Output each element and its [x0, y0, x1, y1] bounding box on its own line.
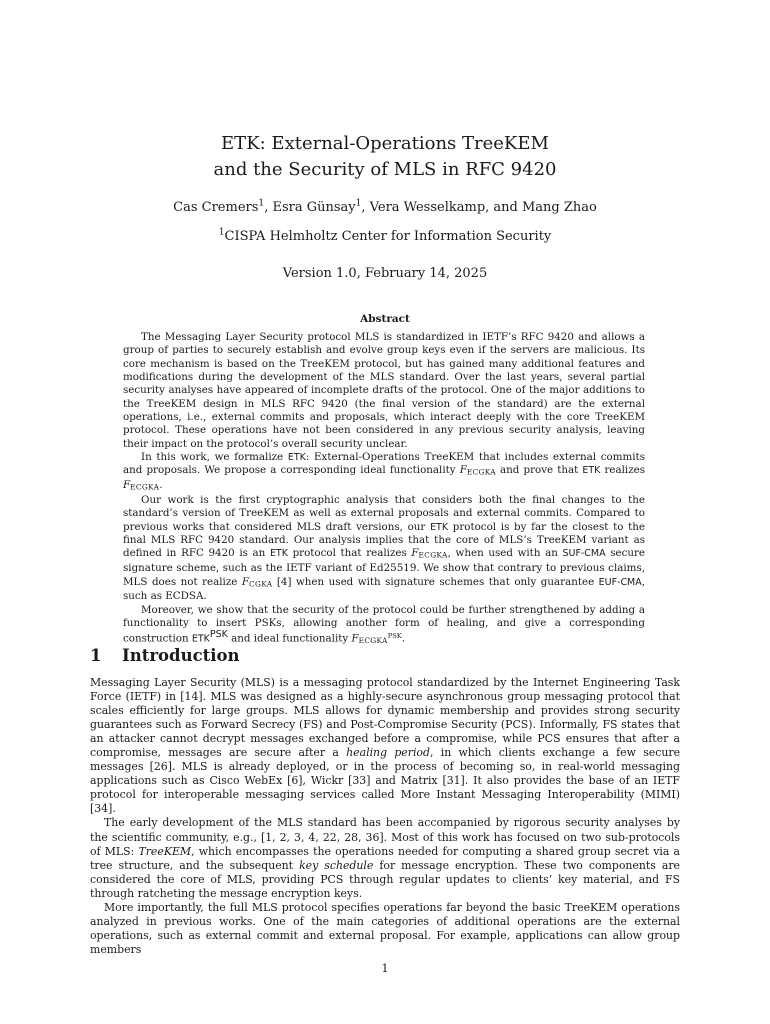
author-name: Esra Günsay — [272, 200, 356, 215]
functionality-symbol: F — [123, 479, 131, 492]
protocol-name: ETK — [582, 465, 601, 477]
body-paragraph: More importantly, the full MLS protocol specifies operations far beyond the basic TreeKEM operations analyzed in previous works. One of the main categories of additional operations are the external operations, such as external commit and external proposal. For example, applications can allow group members — [90, 900, 680, 956]
affiliation-mark: 1 — [355, 198, 362, 209]
body-paragraph — [90, 816, 680, 900]
protocol-name: ETK — [430, 521, 449, 533]
text-run: . — [401, 632, 406, 645]
title-line-1: ETK: External-Operations TreeKEM — [221, 133, 549, 154]
text-run: : External-Operations TreeKEM that includes external commits and proposals. We propose a corresponding ideal functionality — [123, 451, 645, 477]
functionality-symbol: F — [411, 547, 419, 560]
author-separator: , — [264, 200, 273, 215]
paper-title — [0, 131, 770, 183]
text-run: . — [159, 479, 163, 492]
section-body — [90, 676, 680, 957]
functionality-sub-superscript: PSK — [387, 632, 402, 641]
functionality-subscript: ECGKA — [466, 467, 496, 477]
protocol-name: ETK — [287, 452, 306, 464]
emphasis: key schedule — [299, 858, 374, 872]
abstract-paragraph — [123, 494, 645, 604]
emphasis: TreeKEM — [138, 844, 192, 858]
emphasis: healing period — [346, 746, 430, 760]
section-title: Introduction — [122, 646, 240, 665]
affiliation-name: CISPA Helmholtz Center for Information Security — [224, 229, 552, 244]
text-run: Our work is the first cryptographic analysis that considers both the final changes to the standard’s version of TreeKEM as well as external proposals and external commits. Compared to previous works that considered MLS draft versions, our — [123, 494, 645, 533]
functionality-subscript: ECGKA — [358, 636, 388, 646]
text-run: secure signature scheme, such as the IETF variant of Ed25519. We show that contrary to previous claims, MLS does not realize — [123, 547, 645, 588]
functionality-subscript: CGKA — [249, 579, 273, 589]
author-names-rest: , Vera Wesselkamp, and Mang Zhao — [361, 200, 597, 215]
text-run: Moreover, we show that the security of the protocol could be further strengthened by adding a functionality to insert PSKs, allowing another form of healing, and give a corresponding construction — [123, 603, 645, 645]
text-run: , which encompasses the operations needed for computing a shared group secret via a tree structure, and the subsequent — [90, 844, 680, 872]
text-run: for message encryption. These two components are considered the core of MLS, providing PCS through regular updates to clients’ key material, and FS through ratcheting the message encryption keys. — [90, 858, 680, 900]
text-run: and ideal functionality — [227, 632, 352, 645]
affiliation — [0, 228, 770, 246]
section-number: 1 — [90, 646, 102, 665]
text-run: [4] when used with signature schemes that only guarantee — [272, 575, 599, 588]
functionality-subscript: ECGKA — [418, 550, 448, 560]
abstract-paragraph — [123, 451, 645, 494]
abstract-body — [123, 331, 645, 648]
security-notion: EUF-CMA — [598, 576, 642, 588]
section-heading — [90, 645, 680, 667]
text-run: , such as ECDSA. — [123, 575, 645, 603]
text-run: and prove that — [495, 464, 583, 477]
protocol-name: ETK — [191, 633, 210, 645]
version-date: Version 1.0, February 14, 2025 — [282, 266, 488, 281]
title-line-2: and the Security of MLS in RFC 9420 — [213, 159, 557, 180]
security-notion: SUF-CMA — [562, 548, 606, 560]
functionality-symbol: F — [351, 632, 359, 645]
abstract-heading: Abstract — [360, 313, 410, 325]
page-number: 1 — [381, 962, 389, 975]
text-run: , when used with an — [447, 547, 563, 560]
text-run: , in which clients exchange a few secure messages [26]. MLS is already deployed, or in the process of becoming so, in real-world messaging applications such as Cisco WebEx [6], Wickr [33] and Matrix [31]. It also provides the base of an IETF protocol for interoperable messaging services called More Instant Messaging Interoperability (MIMI) [34]. — [90, 746, 681, 816]
text-run: realizes — [600, 464, 646, 477]
text-run: protocol that realizes — [287, 547, 412, 560]
protocol-name: ETK — [269, 548, 288, 560]
protocol-superscript: PSK — [209, 629, 228, 641]
text-run: Messaging Layer Security (MLS) is a messaging protocol standardized by the Internet Engineering Task Force (IETF) in [14]. MLS was designed as a highly-secure asynchronous group messaging protocol that scales efficiently for large groups. MLS allows for dynamic membership and provides strong security guarantees such as Forward Secrecy (FS) and Post-Compromise Security (PCS). Informally, FS states that an attacker cannot decrypt messages exchanged before a compromise, while PCS ensures that after a compromise, messages are secure after a — [90, 676, 680, 760]
abstract-paragraph — [123, 604, 645, 648]
text-run: protocol is by far the closest to the final MLS RFC 9420 standard. Our analysis implies that the core of MLS’s TreeKEM variant as defined in RFC 9420 is an — [123, 520, 645, 560]
functionality-subscript: ECGKA — [130, 482, 160, 492]
affiliation-mark: 1 — [218, 227, 225, 238]
author-list — [0, 199, 770, 217]
functionality-symbol: F — [459, 464, 467, 477]
functionality-symbol: F — [241, 575, 250, 588]
text-run: The early development of the MLS standard has been accompanied by rigorous security analyses by the scientific community, e.g., [1, 2, 3, 4, 22, 28, 36]. Most of this work has focused on two sub-protocols of MLS: — [90, 816, 680, 858]
abstract-paragraph: The Messaging Layer Security protocol MLS is standardized in IETF’s RFC 9420 and allows a group of parties to securely establish and evolve group keys even if the servers are malicious. Its core mechanism is based on the TreeKEM protocol, but has gained many additional features and modifications during the development of the MLS standard. Over the last years, several partial security analyses have appeared of incomplete drafts of the protocol. One of the major additions to the TreeKEM design in MLS RFC 9420 (the final version of the standard) are the external operations, i.e., external commits and proposals, which interact deeply with the core TreeKEM protocol. These operations have not been considered in any previous security analysis, leaving their impact on the protocol’s overall security unclear. — [123, 331, 645, 450]
affiliation-mark: 1 — [258, 198, 265, 209]
text-run: In this work, we formalize — [141, 451, 288, 464]
author-name: Cas Cremers — [173, 200, 259, 215]
body-paragraph — [90, 676, 680, 816]
